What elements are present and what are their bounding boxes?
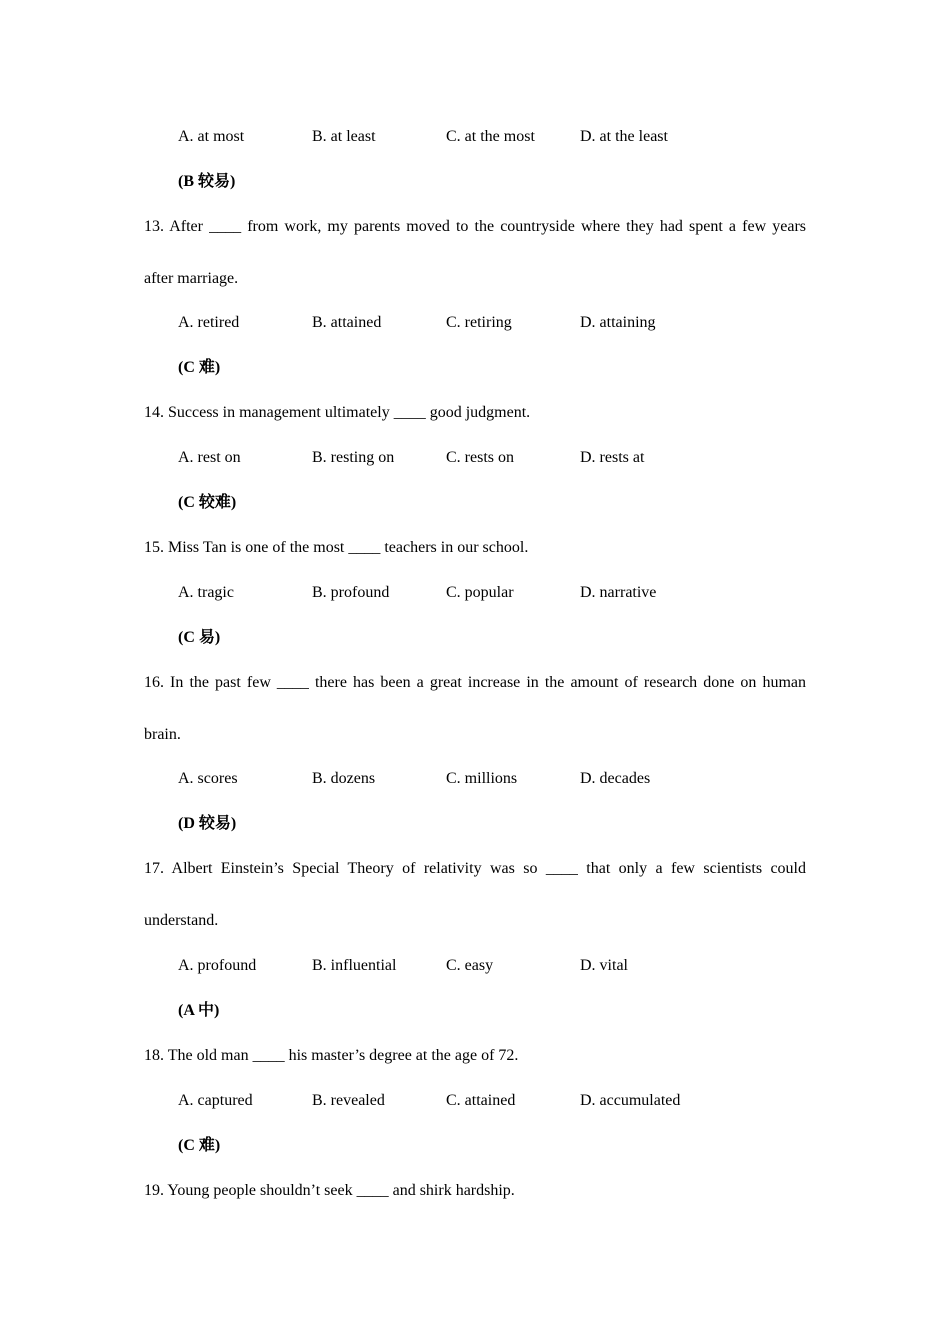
- q13-stem-line1: 13. After ____ from work, my parents moved to the countryside where they had spent a few years: [144, 218, 806, 235]
- q14-stem-line1: 14. Success in management ultimately ____ good judgment.: [144, 404, 531, 421]
- q15-option-b: B. profound: [312, 584, 390, 601]
- q14-option-c: C. rests on: [446, 449, 514, 466]
- q12-option-c: C. at the most: [446, 128, 535, 145]
- q14-option-d: D. rests at: [580, 449, 645, 466]
- q16-option-b: B. dozens: [312, 770, 376, 787]
- q19-stem-line1: 19. Young people shouldn’t seek ____ and shirk hardship.: [144, 1182, 515, 1199]
- q13-answer: (C 难): [178, 359, 221, 376]
- q18-option-b: B. revealed: [312, 1092, 385, 1109]
- q17-option-c: C. easy: [446, 957, 494, 974]
- q13-option-b: B. attained: [312, 314, 382, 331]
- q17-answer: (A 中): [178, 1002, 220, 1019]
- q13-option-c: C. retiring: [446, 314, 512, 331]
- q17-option-b: B. influential: [312, 957, 397, 974]
- q16-option-a: A. scores: [178, 770, 238, 787]
- q18-answer: (C 难): [178, 1137, 221, 1154]
- q12-answer: (B 较易): [178, 173, 236, 190]
- q15-options: [178, 583, 778, 603]
- q18-options: [178, 1091, 778, 1111]
- q17-stem-line2: understand.: [144, 912, 219, 929]
- q13-option-d: D. attaining: [580, 314, 656, 331]
- q14-answer: (C 较难): [178, 494, 237, 511]
- q16-answer: (D 较易): [178, 815, 237, 832]
- q16-option-c: C. millions: [446, 770, 518, 787]
- q15-option-c: C. popular: [446, 584, 514, 601]
- q17-option-d: D. vital: [580, 957, 628, 974]
- q13-option-a: A. retired: [178, 314, 240, 331]
- q16-option-d: D. decades: [580, 770, 651, 787]
- q18-option-c: C. attained: [446, 1092, 516, 1109]
- q13-options: [178, 313, 778, 333]
- q16-stem-line1: 16. In the past few ____ there has been a great increase in the amount of research done on human: [144, 674, 806, 691]
- q18-option-a: A. captured: [178, 1092, 253, 1109]
- q16-options: [178, 769, 778, 789]
- q12-option-d: D. at the least: [580, 128, 668, 145]
- q17-option-a: A. profound: [178, 957, 257, 974]
- q13-stem-line2: after marriage.: [144, 270, 239, 287]
- q18-stem-line1: 18. The old man ____ his master’s degree at the age of 72.: [144, 1047, 519, 1064]
- q16-stem-line2: brain.: [144, 726, 181, 743]
- q15-answer: (C 易): [178, 629, 221, 646]
- q14-option-b: B. resting on: [312, 449, 395, 466]
- q15-option-a: A. tragic: [178, 584, 234, 601]
- q12-option-a: A. at most: [178, 128, 245, 145]
- q14-option-a: A. rest on: [178, 449, 241, 466]
- q14-options: [178, 448, 778, 468]
- q12-option-b: B. at least: [312, 128, 376, 145]
- q18-option-d: D. accumulated: [580, 1092, 681, 1109]
- q17-options: [178, 956, 778, 976]
- q17-stem-line1: 17. Albert Einstein’s Special Theory of relativity was so ____ that only a few scientists could: [144, 860, 806, 877]
- q15-option-d: D. narrative: [580, 584, 657, 601]
- q15-stem-line1: 15. Miss Tan is one of the most ____ teachers in our school.: [144, 539, 529, 556]
- q12-options: [178, 127, 778, 147]
